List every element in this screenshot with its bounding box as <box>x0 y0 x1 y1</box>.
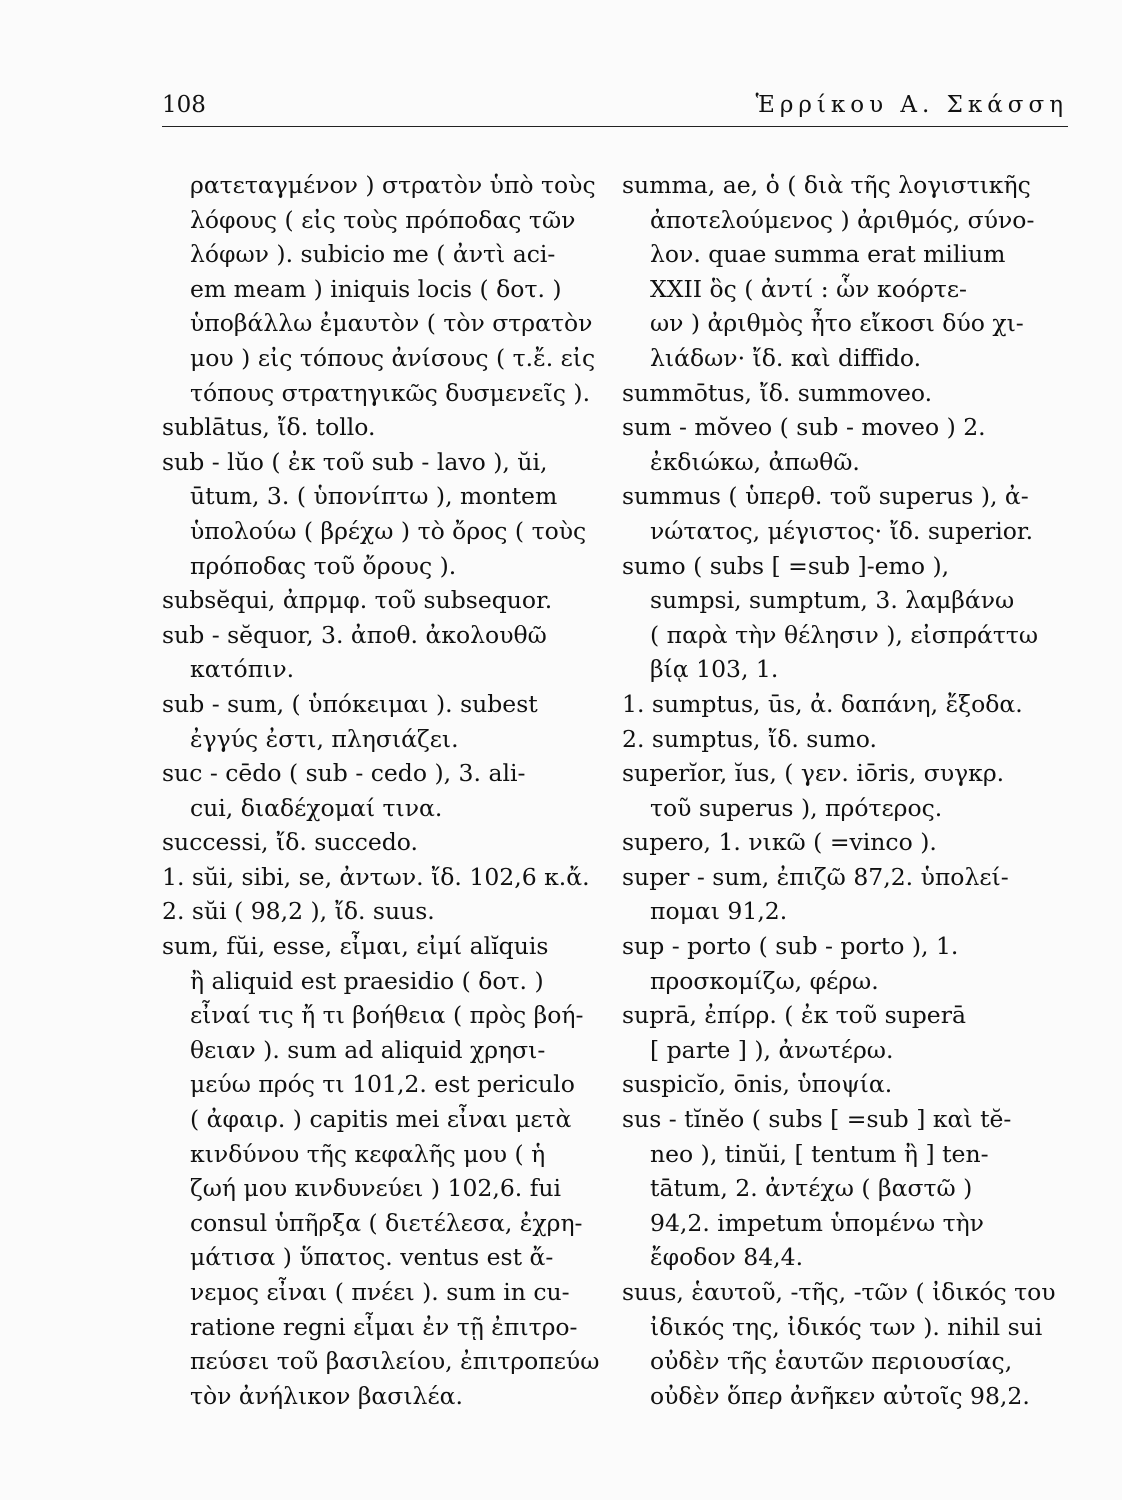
entry-continuation-line: μου ) εἰς τόπους ἀνίσους ( τ.ἔ. εἰς <box>190 343 596 372</box>
entry-continuation-line: πεύσει τοῦ βασιλείου, ἐπιτροπεύω <box>190 1347 600 1376</box>
entry-headword-line: sumo ( subs [ =sub ]-emo ), <box>622 551 950 580</box>
entry-headword-line: superĭor, ĭus, ( γεν. iōris, συγκρ. <box>622 759 1005 788</box>
entry-headword-line: successi, ἴδ. succedo. <box>162 828 418 857</box>
entry-continuation-line: 94,2. impetum ὑπομένω τὴν <box>650 1208 984 1237</box>
entry-continuation-line: sumpsi, sumptum, 3. λαμβάνω <box>650 586 1015 615</box>
entry-headword-line: subsĕqui, ἀπρμφ. τοῦ subsequor. <box>162 586 553 615</box>
entry-continuation-line: [ parte ] ), ἀνωτέρω. <box>650 1035 894 1064</box>
entry-headword-line: suc - cēdo ( sub - cedo ), 3. ali- <box>162 759 526 788</box>
entry-continuation-line: neo ), tinŭi, [ tentum ἢ ] ten- <box>650 1139 989 1168</box>
left-column <box>162 168 600 1413</box>
entry-headword-line: summōtus, ἴδ. summoveo. <box>622 378 933 407</box>
entry-continuation-line: ūtum, 3. ( ὑπονίπτω ), montem <box>190 482 558 511</box>
entry-headword-line: sub - sĕquor, 3. ἀποθ. ἀκολουθῶ <box>162 620 547 649</box>
entry-continuation-line: βίᾳ 103, 1. <box>650 655 779 684</box>
entry-continuation-line: ἀποτελούμενος ) ἀριθμός, σύνο- <box>650 205 1035 234</box>
entry-headword-line: 2. sumptus, ἴδ. sumo. <box>622 724 877 753</box>
entry-continuation-line: em meam ) iniquis locis ( δοτ. ) <box>190 274 562 303</box>
entry-continuation-line: κινδύνου τῆς κεφαλῆς μου ( ἡ <box>190 1139 546 1168</box>
entry-headword-line: supero, 1. νικῶ ( =vinco ). <box>622 828 937 857</box>
entry-continuation-line: ων ) ἀριθμὸς ἦτο εἴκοσι δύο χι- <box>650 309 1024 338</box>
entry-continuation-line: ἢ aliquid est praesidio ( δοτ. ) <box>190 966 544 995</box>
entry-headword-line: sus - tĭnĕo ( subs [ =sub ] καὶ tĕ- <box>622 1105 1012 1134</box>
entry-continuation-line: tātum, 2. ἀντέχω ( βαστῶ ) <box>650 1174 973 1203</box>
entry-headword-line: sum - mŏveo ( sub - moveo ) 2. <box>622 413 986 442</box>
running-title: Ἑρρίκου Α. Σκάσση <box>755 92 1068 118</box>
entry-continuation-line: θειαν ). sum ad aliquid χρησι- <box>190 1035 546 1064</box>
entry-headword-line: suspicĭo, ōnis, ὑποψία. <box>622 1070 893 1099</box>
entry-headword-line: sum, fŭi, esse, εἶμαι, εἰμί alĭquis <box>162 932 549 961</box>
entry-continuation-line: πρόποδας τοῦ ὄρους ). <box>190 551 457 580</box>
entry-headword-line: 1. sŭi, sibi, se, ἀντων. ἴδ. 102,6 κ.ἄ. <box>162 862 590 891</box>
entry-continuation-line: πομαι 91,2. <box>650 897 788 926</box>
entry-continuation-line: XXII ὃς ( ἀντί : ὧν κοόρτε- <box>650 274 967 303</box>
entry-headword-line: suprā, ἐπίρρ. ( ἐκ τοῦ superā <box>622 1001 966 1030</box>
entry-continuation-line: ( παρὰ τὴν θέλησιν ), εἰσπράττω <box>650 620 1039 649</box>
header-rule <box>162 126 1068 127</box>
entry-headword-line: 1. sumptus, ūs, ἀ. δαπάνη, ἔξοδα. <box>622 689 1023 718</box>
entry-headword-line: summa, ae, ὁ ( διὰ τῆς λογιστικῆς <box>622 171 1031 199</box>
entry-continuation-line: ὑπολούω ( βρέχω ) τὸ ὄρος ( τοὺς <box>190 516 587 545</box>
entry-continuation-line: τοῦ superus ), πρότερος. <box>650 793 943 822</box>
entry-continuation-line: ἔφοδον 84,4. <box>650 1243 804 1272</box>
entry-headword-line: super - sum, ἐπιζῶ 87,2. ὑπολεί- <box>622 862 1009 891</box>
entry-continuation-line: ὑποβάλλω ἐμαυτὸν ( τὸν στρατὸν <box>190 309 593 338</box>
entry-headword-line: sub - sum, ( ὑπόκειμαι ). subest <box>162 689 538 718</box>
entry-continuation-line: ρατεταγμένον ) στρατὸν ὑπὸ τοὺς <box>190 171 596 199</box>
entry-headword-line: summus ( ὑπερθ. τοῦ superus ), ἀ- <box>622 482 1029 511</box>
entry-continuation-line: λον. quae summa erat milium <box>650 240 1006 269</box>
entry-continuation-line: εἶναί τις ἤ τι βοήθεια ( πρὸς βοή- <box>190 1001 584 1030</box>
entry-headword-line: sub - lŭo ( ἐκ τοῦ sub - lavo ), ŭi, <box>162 447 548 476</box>
entry-continuation-line: λόφων ). subicio me ( ἀντὶ aci- <box>190 240 556 269</box>
entry-continuation-line: ratione regni εἶμαι ἐν τῇ ἐπιτρο- <box>190 1312 578 1341</box>
entry-headword-line: 2. sŭi ( 98,2 ), ἴδ. suus. <box>162 897 435 926</box>
entry-continuation-line: ( ἀφαιρ. ) capitis mei εἶναι μετὰ <box>190 1105 572 1134</box>
entry-continuation-line: λόφους ( εἰς τοὺς πρόποδας τῶν <box>190 205 576 234</box>
entry-continuation-line: οὐδὲν ὅπερ ἀνῆκεν αὐτοῖς 98,2. <box>650 1381 1030 1410</box>
entry-continuation-line: προσκομίζω, φέρω. <box>650 966 879 995</box>
entry-continuation-line: cui, διαδέχομαί τινα. <box>190 793 443 822</box>
entry-continuation-line: τὸν ἀνήλικον βασιλέα. <box>190 1381 463 1410</box>
entry-continuation-line: μεύω πρός τι 101,2. est periculo <box>190 1070 575 1099</box>
entry-continuation-line: λιάδων· ἴδ. καὶ diffido. <box>650 343 922 372</box>
entry-continuation-line: κατόπιν. <box>190 655 295 684</box>
entry-continuation-line: ζωή μου κινδυνεύει ) 102,6. fui <box>190 1174 562 1203</box>
entry-continuation-line: οὐδὲν τῆς ἑαυτῶν περιουσίας, <box>650 1347 1013 1376</box>
entry-continuation-line: consul ὑπῆρξα ( διετέλεσα, ἐχρη- <box>190 1208 583 1237</box>
entry-headword-line: sup - porto ( sub - porto ), 1. <box>622 932 959 961</box>
right-column <box>622 168 1068 1413</box>
entry-continuation-line: μάτισα ) ὕπατος. ventus est ἄ- <box>190 1243 554 1272</box>
entry-headword-line: sublātus, ἴδ. tollo. <box>162 413 376 442</box>
page-number: 108 <box>162 92 206 118</box>
entry-continuation-line: νεμος εἶναι ( πνέει ). sum in cu- <box>190 1278 570 1306</box>
entry-continuation-line: ἐκδιώκω, ἀπωθῶ. <box>650 447 860 476</box>
entry-continuation-line: τόπους στρατηγικῶς δυσμενεῖς ). <box>190 378 591 407</box>
entry-continuation-line: νώτατος, μέγιστος· ἴδ. superior. <box>650 516 1034 545</box>
page-header <box>162 92 1068 128</box>
entry-continuation-line: ἰδικός της, ἰδικός των ). nihil sui <box>650 1312 1043 1341</box>
entry-headword-line: suus, ἑαυτοῦ, -τῆς, -τῶν ( ἰδικός του <box>622 1278 1056 1306</box>
entry-continuation-line: ἐγγύς ἐστι, πλησιάζει. <box>190 724 459 753</box>
